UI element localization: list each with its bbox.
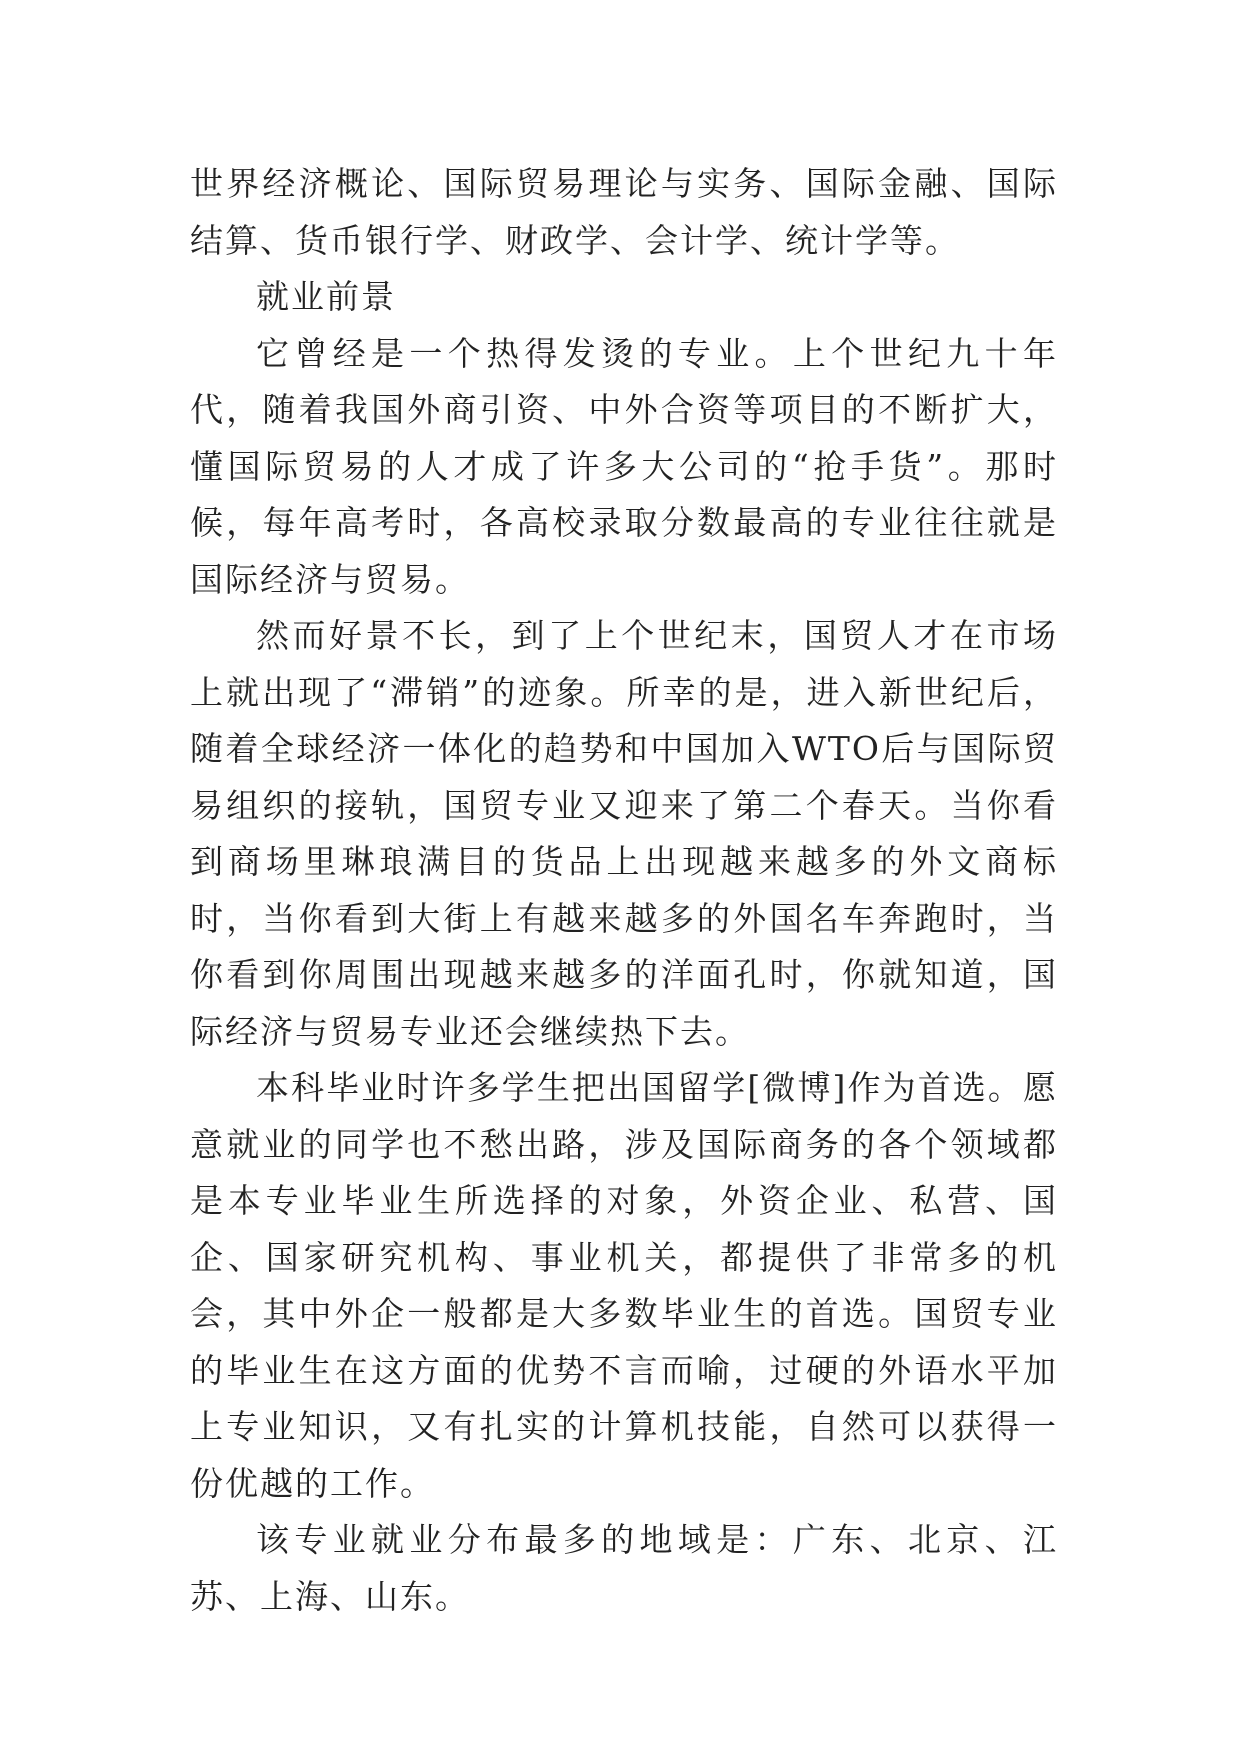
paragraph-history: 它曾经是一个热得发烫的专业。上个世纪九十年代，随着我国外商引资、中外合资等项目的不断扩大，懂国际贸易的人才成了许多大公司的“抢手货”。那时候，每年高考时，各高校录取分数最高的专业往往就是国际经济与贸易。	[190, 333, 1058, 599]
paragraph-courses: 世界经济概论、国际贸易理论与实务、国际金融、国际结算、货币银行学、财政学、会计学、统计学等。	[190, 164, 1058, 260]
document-body	[190, 156, 1058, 1625]
paragraph-graduates: 本科毕业时许多学生把出国留学[微博]作为首选。愿意就业的同学也不愁出路，涉及国际商务的各个领域都是本专业毕业生所选择的对象，外资企业、私营、国企、国家研究机构、事业机关，都提供了非常多的机会，其中外企一般都是大多数毕业生的首选。国贸专业的毕业生在这方面的优势不言而喻，过硬的外语水平加上专业知识，又有扎实的计算机技能，自然可以获得一份优越的工作。	[190, 1068, 1058, 1503]
paragraph-regions: 该专业就业分布最多的地域是：广东、北京、江苏、上海、山东。	[190, 1520, 1058, 1616]
section-heading-employment: 就业前景	[256, 277, 396, 316]
paragraph-market: 然而好景不长，到了上个世纪末，国贸人才在市场上就出现了“滞销”的迹象。所幸的是，进入新世纪后，随着全球经济一体化的趋势和中国加入WTO后与国际贸易组织的接轨，国贸专业又迎来了第二个春天。当你看到商场里琳琅满目的货品上出现越来越多的外文商标时，当你看到大街上有越来越多的外国名车奔跑时，当你看到你周围出现越来越多的洋面孔时，你就知道，国际经济与贸易专业还会继续热下去。	[190, 616, 1058, 1051]
